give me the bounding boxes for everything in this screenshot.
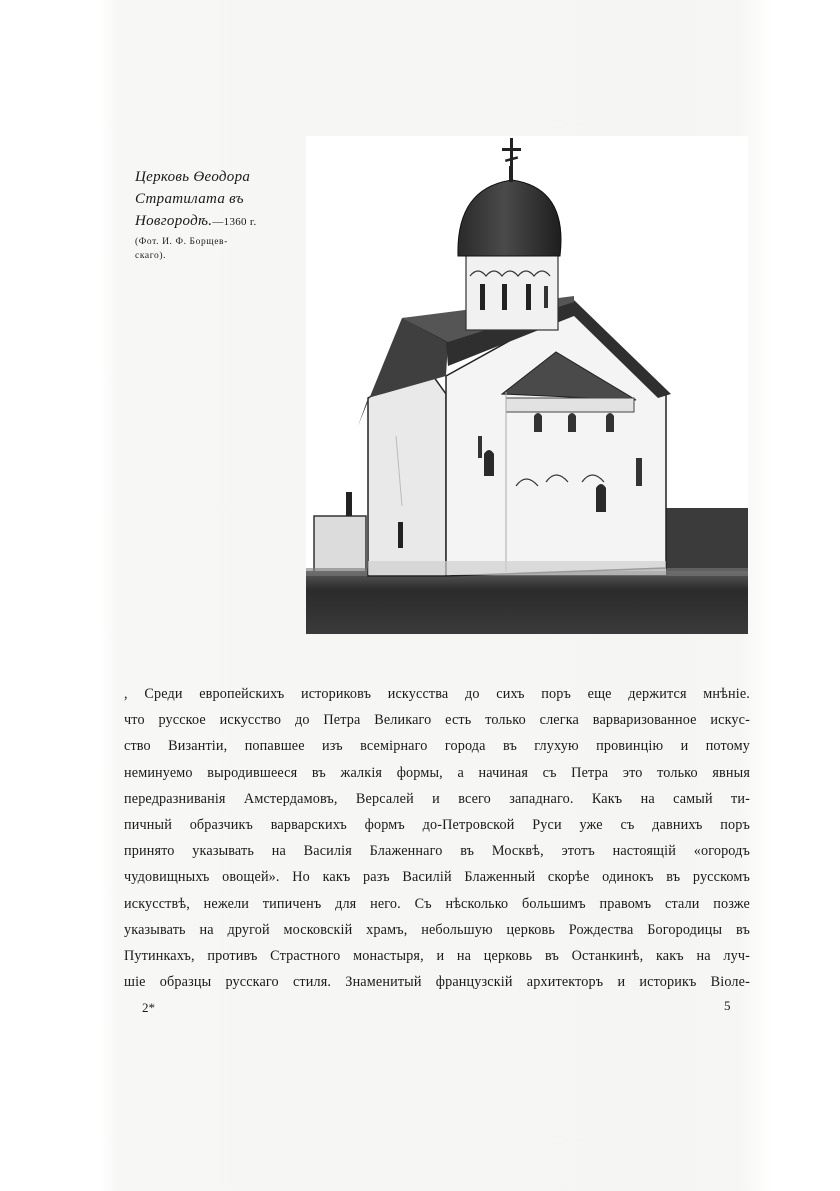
signature-mark: 2* [142, 1000, 155, 1015]
caption-line-3 [135, 210, 285, 233]
text-line: искусствѣ, нежели типиченъ для него. Съ нѣсколько большимъ правомъ стали позже [124, 895, 750, 912]
photo-credit [135, 235, 285, 263]
caption-line-3-text: Новгородѣ. [135, 213, 213, 229]
caption-title [135, 166, 285, 233]
credit-line-2: скаго). [135, 251, 167, 261]
text-line: что русское искусство до Петра Великаго есть только слегка варваризованное искус- [124, 712, 750, 729]
text-line: чудовищныхъ овощей». Но какъ разъ Василій Блаженный скорѣе одинокъ въ русскомъ [124, 869, 750, 886]
text-line: , Среди европейскихъ историковъ искусства до сихъ поръ еще держится мнѣніе. [124, 686, 750, 702]
text-line: шіе образцы русскаго стиля. Знаменитый французскій архитекторъ и историкъ Віоле- [124, 974, 750, 991]
caption-line-2: Стратилата въ [135, 191, 244, 207]
page-number: 5 [724, 998, 731, 1013]
text-line: ство Византіи, попавшее изъ всемірнаго города въ глухую провинцію и потому [124, 738, 750, 755]
text-line: передразниванія Амстердамовъ, Версалей и всего западнаго. Какъ на самый ти- [124, 790, 750, 807]
caption-line-1: Церковь Өеодора [135, 169, 251, 185]
text-line: принято указывать на Василія Блаженнаго въ Москвѣ, этотъ настоящій «огородъ [124, 843, 750, 860]
text-line: неминуемо выродившееся въ жалкія формы, а начиная съ Петра это только явныя [124, 764, 750, 781]
caption-year: —1360 г. [212, 216, 257, 228]
body-paragraph [124, 681, 750, 995]
church-illustration [306, 136, 748, 634]
text-line: пичный образчикъ варварскихъ формъ до-Петровской Руси уже съ давнихъ поръ [124, 817, 750, 834]
church-photo [306, 136, 748, 634]
credit-line-1: (Фот. И. Ф. Борщев- [135, 237, 228, 247]
photo-caption [135, 166, 285, 263]
text-line: указывать на другой московскій храмъ, небольшую церковь Рождества Богородицы въ [124, 921, 750, 938]
text-line: Путинкахъ, противъ Страстного монастыря, и на церковь въ Останкинѣ, какъ на луч- [124, 948, 750, 965]
